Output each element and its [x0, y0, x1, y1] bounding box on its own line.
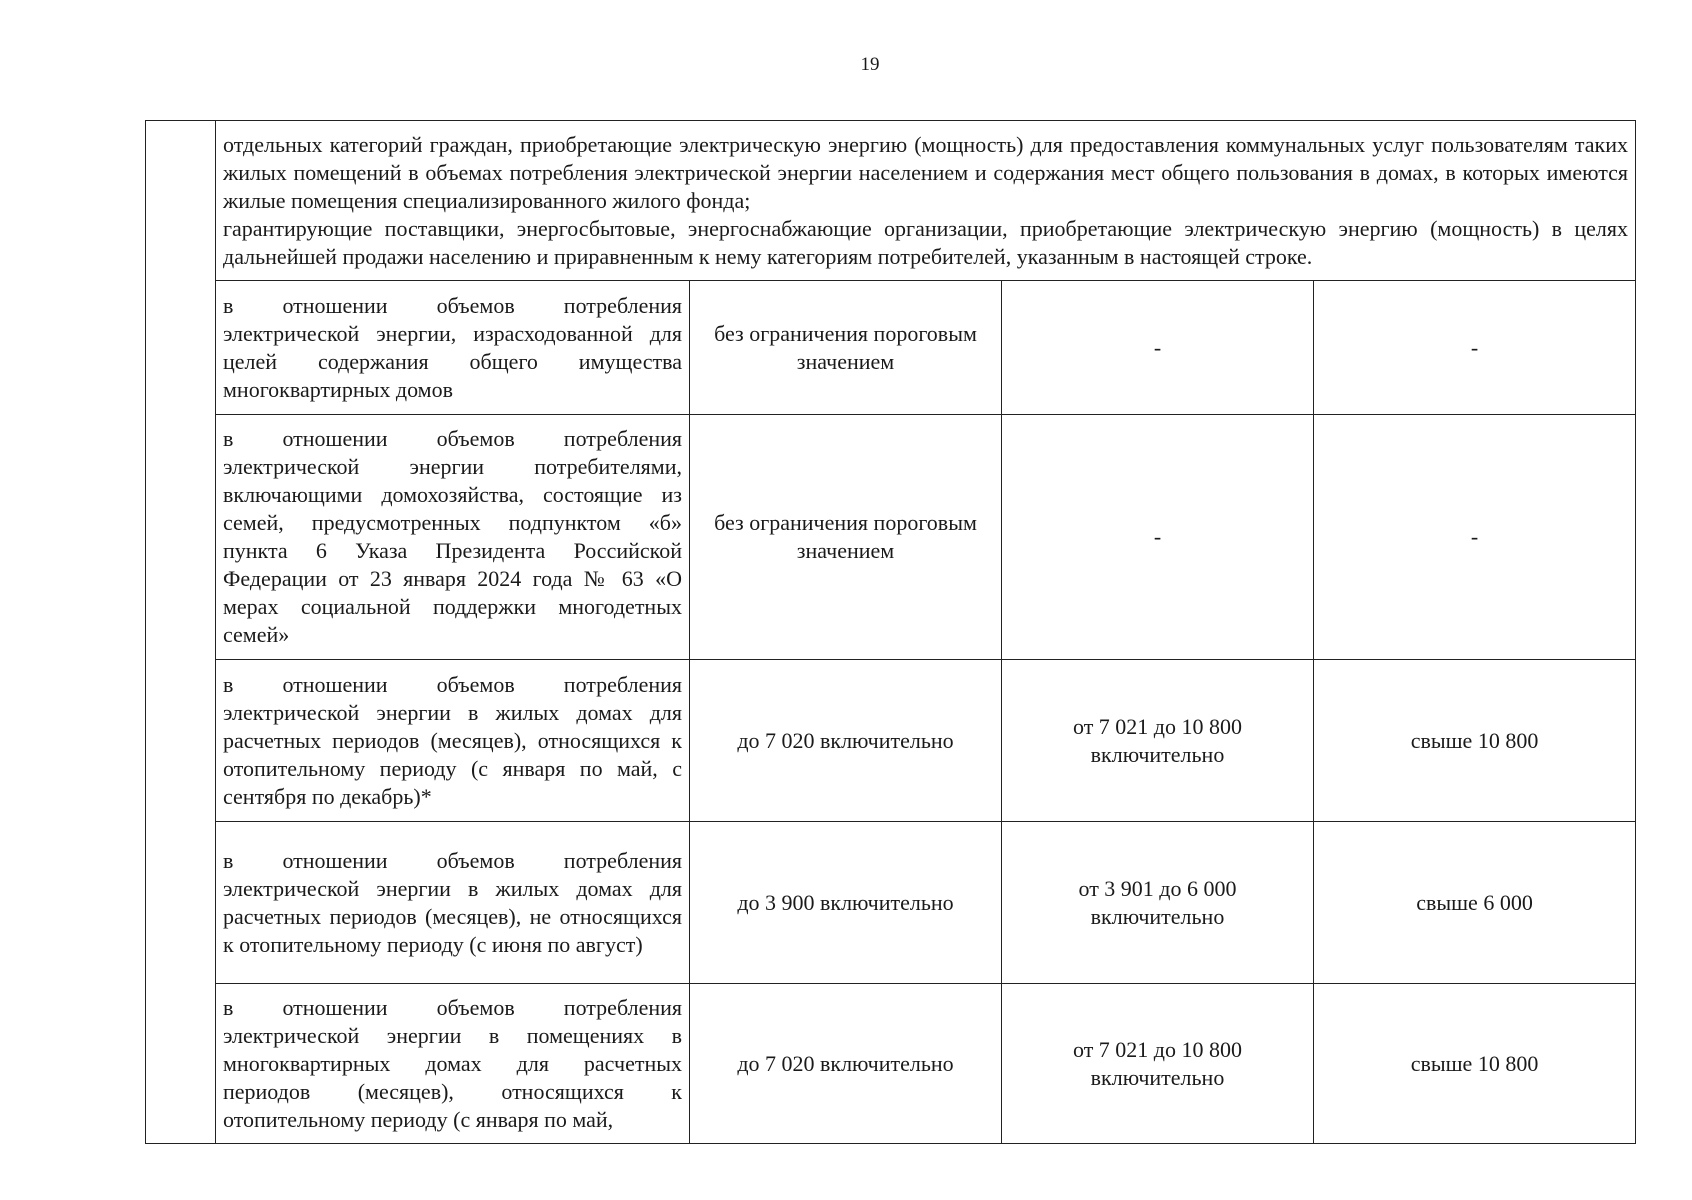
table-row [146, 984, 1636, 1144]
page-number: 19 [860, 54, 880, 75]
threshold-cell-3: свыше 10 800 [1314, 984, 1636, 1144]
threshold-cell-1: до 7 020 включительно [690, 660, 1002, 822]
threshold-cell-1: до 7 020 включительно [690, 984, 1002, 1144]
row-description: в отношении объемов потребления электрической энергии в жилых домах для расчетных периодов (месяцев), относящихся к отопительному периоду (с января по май, с сентября по декабрь)* [216, 660, 690, 822]
table-row-intro [146, 121, 1636, 281]
threshold-cell-2: - [1002, 415, 1314, 660]
threshold-cell-1: до 3 900 включительно [690, 822, 1002, 984]
number-column-cell [146, 121, 216, 1144]
threshold-cell-3: свыше 10 800 [1314, 660, 1636, 822]
threshold-cell-1: без ограничения пороговым значением [690, 281, 1002, 415]
threshold-cell-2: - [1002, 281, 1314, 415]
threshold-cell-2: от 3 901 до 6 000 включительно [1002, 822, 1314, 984]
table-row [146, 281, 1636, 415]
tariff-table [145, 120, 1636, 1144]
table-row [146, 822, 1636, 984]
threshold-cell-2: от 7 021 до 10 800 включительно [1002, 984, 1314, 1144]
threshold-cell-3: - [1314, 415, 1636, 660]
threshold-cell-1: без ограничения пороговым значением [690, 415, 1002, 660]
threshold-cell-3: свыше 6 000 [1314, 822, 1636, 984]
row-description: в отношении объемов потребления электрической энергии в помещениях в многоквартирных домах для расчетных периодов (месяцев), относящихся к отопительному периоду (с января по май, [216, 984, 690, 1144]
row-description: в отношении объемов потребления электрической энергии в жилых домах для расчетных периодов (месяцев), не относящихся к отопительному периоду (с июня по август) [216, 822, 690, 984]
threshold-cell-2: от 7 021 до 10 800 включительно [1002, 660, 1314, 822]
row-description: в отношении объемов потребления электрической энергии, израсходованной для целей содержания общего имущества многоквартирных домов [216, 281, 690, 415]
threshold-cell-3: - [1314, 281, 1636, 415]
table-row [146, 660, 1636, 822]
intro-cell [216, 121, 1636, 281]
table-row [146, 415, 1636, 660]
intro-paragraph: гарантирующие поставщики, энергосбытовые, энергоснабжающие организации, приобретающие электрическую энергию (мощность) в целях дальнейшей продажи населению и приравненным к нему категориям потребителей, указанным в настоящей строке. [223, 215, 1629, 269]
row-description: в отношении объемов потребления электрической энергии потребителями, включающими домохозяйства, состоящие из семей, предусмотренных подпунктом «б» пункта 6 Указа Президента Российской Федерации от 23 января 2024 года № 63 «О мерах социальной поддержки многодетных семей» [216, 415, 690, 660]
intro-paragraph: отдельных категорий граждан, приобретающие электрическую энергию (мощность) для предоставления коммунальных услуг пользователям таких жилых помещений в объемах потребления электрической энергии населением и содержания мест общего пользования в домах, в которых имеются жилые помещения специализированного жилого фонда; [223, 131, 1629, 213]
